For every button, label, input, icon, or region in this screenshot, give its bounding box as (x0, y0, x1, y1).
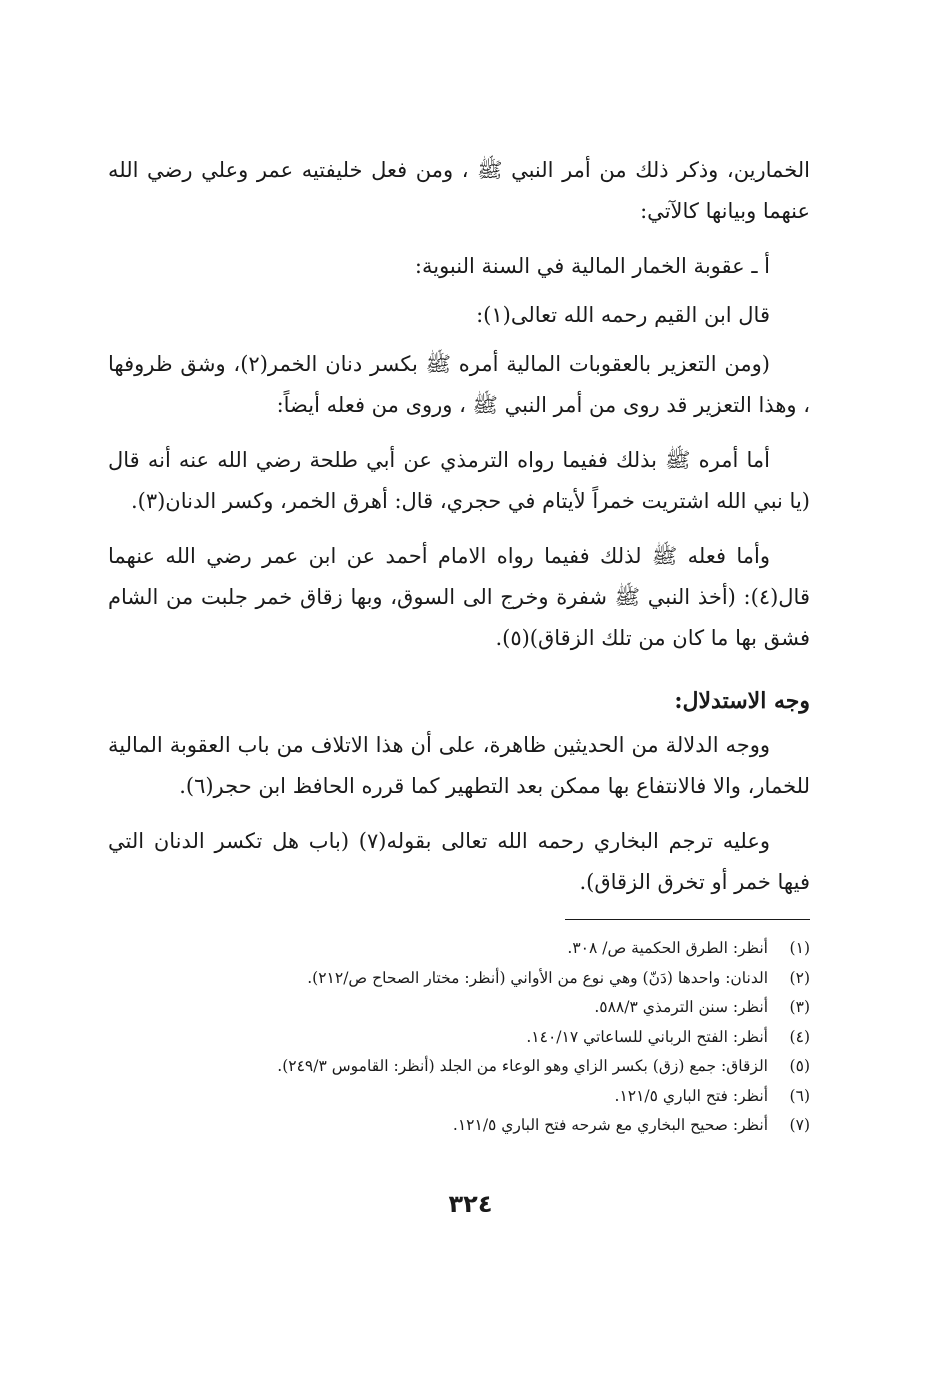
footnote-text: أنظر: الطرق الحكمية ص/ ٣٠٨. (567, 939, 768, 957)
paragraph-ibn-qayyim: قال ابن القيم رحمه الله تعالى(١): (476, 303, 770, 327)
paragraph-evidence: ووجه الدلالة من الحديثين ظاهرة، على أن هذا الاتلاف من باب العقوبة المالية للخمار، والا فالانتفاع بها ممكن بعد التطهير كما قرره الحافظ ابن حجر(٦). (108, 733, 810, 798)
footnote-1 (108, 934, 810, 964)
paragraph-order: أما أمره ﷺ بذلك ففيما رواه الترمذي عن أبي طلحة رضي الله عنه أنه قال (يا نبي الله اشتريت خمراً لأيتام في حجري، قال: أهرق الخمر، وكسر الدنان(٣). (108, 448, 810, 513)
section-title-penalty: أ ـ عقوبة الخمار المالية في السنة النبوية: (414, 254, 770, 278)
paragraph-intro: الخمارين، وذكر ذلك من أمر النبي ﷺ ، ومن فعل خليفتيه عمر وعلي رضي الله عنهما وبيانها كالآتي: (108, 158, 810, 223)
heading-inference: وجه الاستدلال: (674, 688, 810, 714)
footnote-2 (108, 964, 810, 994)
footnote-number: (٥) (789, 1057, 810, 1075)
footnote-6 (108, 1082, 810, 1112)
footnote-number: (٦) (789, 1086, 810, 1105)
footnote-7 (108, 1111, 810, 1141)
paragraph-bukhari: وعليه ترجم البخاري رحمه الله تعالى بقوله(٧) (باب هل تكسر الدنان التي فيها خمر أو تخرق الزقاق). (108, 829, 810, 894)
footnote-number: (١) (789, 939, 810, 957)
footnote-text: الزقاق: جمع (زق) بكسر الزاي وهو الوعاء من الجلد (أنظر: القاموس ٢٤٩/٣). (277, 1057, 768, 1075)
footnote-text: أنظر: الفتح الرباني للساعاتي ١٤٠/١٧. (526, 1027, 768, 1046)
footnote-text: أنظر: صحيح البخاري مع شرحه فتح الباري ١٢١/٥. (452, 1116, 768, 1134)
footnote-number: (٣) (789, 998, 810, 1016)
footnotes (108, 934, 810, 1141)
footnote-4 (108, 1023, 810, 1053)
footnote-3 (108, 993, 810, 1023)
footnote-number: (٢) (789, 968, 810, 987)
page-body (108, 150, 810, 1141)
footnote-divider (565, 919, 810, 920)
footnote-text: أنظر: سنن الترمذي ٥٨٨/٣. (594, 998, 768, 1016)
footnote-text: الدنان: واحدها (دَنّ) وهي نوع من الأواني (أنظر: مختار الصحاح ص/٢١٢). (307, 968, 768, 987)
paragraph-quote: (ومن التعزير بالعقوبات المالية أمره ﷺ بكسر دنان الخمر(٢)، وشق ظروفها ، وهذا التعزير قد روى من أمر النبي ﷺ ، وروى من فعله أيضاً: (108, 352, 810, 417)
footnote-text: أنظر: فتح الباري ١٢١/٥. (614, 1086, 768, 1105)
page-number: ٣٢٤ (448, 1190, 493, 1218)
footnote-5 (108, 1052, 810, 1082)
footnote-number: (٤) (789, 1027, 810, 1046)
paragraph-action: وأما فعله ﷺ لذلك ففيما رواه الامام أحمد عن ابن عمر رضي الله عنهما قال(٤): (أخذ النبي ﷺ شفرة وخرج الى السوق، وبها زقاق خمر جلبت من الشام فشق بها ما كان من تلك الزقاق)(٥). (108, 544, 810, 650)
footnote-number: (٧) (789, 1116, 810, 1134)
